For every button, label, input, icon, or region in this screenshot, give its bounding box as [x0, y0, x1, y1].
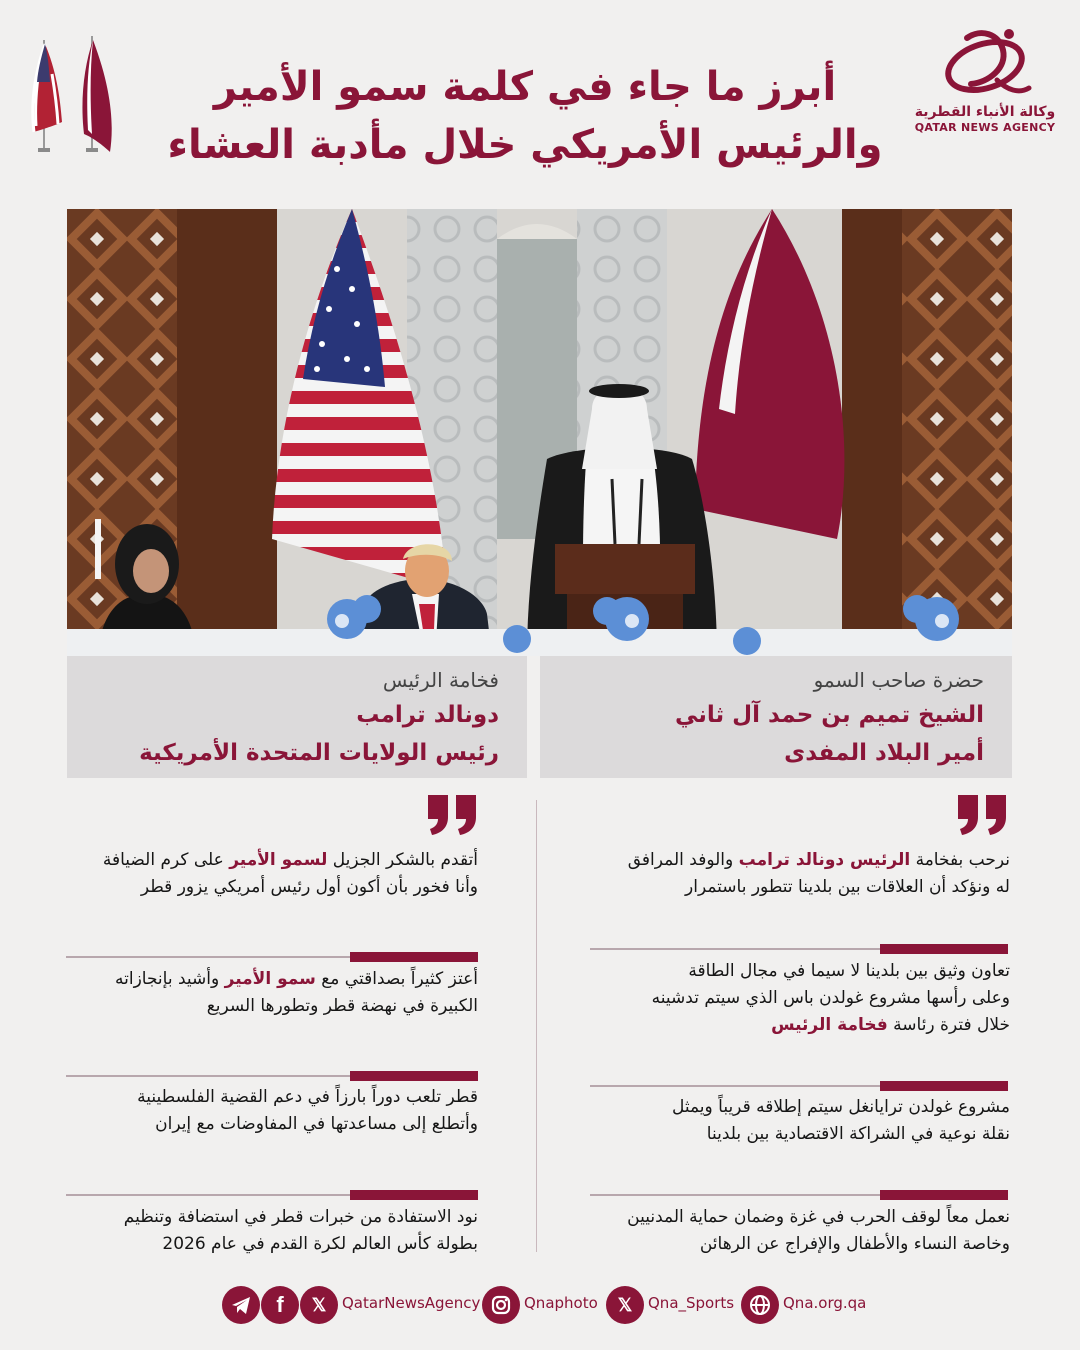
president-quote-2 [64, 966, 478, 1020]
emir-quote-1 [588, 847, 1010, 901]
highlighted-name: فخامة الرئيس [771, 1015, 888, 1035]
emir-name-card [540, 656, 1012, 778]
quote-text: بطولة كأس العالم لكرة القدم في عام 2026 [162, 1234, 478, 1254]
quote-text: وأشيد بإنجازاته [115, 969, 225, 989]
flags-icon [22, 30, 122, 155]
quote-text: أتقدم بالشكر الجزيل [327, 850, 478, 870]
telegram-icon[interactable] [222, 1286, 260, 1324]
quote-mark-icon [954, 795, 1010, 835]
emir-quote-3 [588, 1094, 1010, 1148]
quote-text: والوفد المرافق [627, 850, 739, 870]
emir-quote-4 [588, 1204, 1010, 1258]
emir-name: الشيخ تميم بن حمد آل ثاني [674, 702, 984, 728]
instagram-icon[interactable] [482, 1286, 520, 1324]
logo-arabic-text: وكالة الأنباء القطرية [914, 104, 1056, 120]
separator [590, 1194, 1008, 1196]
separator [590, 1085, 1008, 1087]
title-line-1: أبرز ما جاء في كلمة سمو الأمير [213, 64, 837, 110]
president-quote-3 [64, 1084, 478, 1138]
emir-position: أمير البلاد المفدى [784, 740, 984, 766]
highlighted-name: سمو الأمير [224, 969, 316, 989]
emir-honorific: حضرة صاحب السمو [813, 668, 984, 692]
president-position: رئيس الولايات المتحدة الأمريكية [139, 740, 499, 766]
page-title [160, 58, 890, 174]
president-name: دونالد ترامب [356, 702, 499, 728]
quote-text: وأتطلع إلى مساعدتها في المفاوضات مع إيران [155, 1114, 478, 1134]
quote-text: خلال فترة رئاسة [887, 1015, 1010, 1035]
highlighted-name: الرئيس دونالد ترامب [738, 850, 911, 870]
quote-text: نعمل معاً لوقف الحرب في غزة وضمان حماية المدنيين [627, 1207, 1010, 1227]
quote-text: تعاون وثيق بين بلدينا لا سيما في مجال الطاقة [688, 961, 1010, 981]
x-icon[interactable]: 𝕏 [300, 1286, 338, 1324]
footer-handle-photo[interactable]: Qnaphoto [524, 1294, 598, 1312]
logo-english-text: QATAR NEWS AGENCY [914, 121, 1056, 134]
quote-mark-icon [424, 795, 480, 835]
quote-text: نود الاستفادة من خبرات قطر في استضافة وتنظيم [123, 1207, 478, 1227]
facebook-icon[interactable]: f [261, 1286, 299, 1324]
quote-text: أعتز كثيراً بصداقتي مع [315, 969, 478, 989]
president-name-card [67, 656, 527, 778]
quote-text: نرحب بفخامة [910, 850, 1010, 870]
quote-text: مشروع غولدن ترايانغل سيتم إطلاقه قريباً ويمثل [671, 1097, 1010, 1117]
separator [66, 956, 478, 958]
globe-icon[interactable] [741, 1286, 779, 1324]
quote-text: له ونؤكد أن العلاقات بين بلدينا تتطور باستمرار [685, 877, 1010, 897]
president-quote-4 [64, 1204, 478, 1258]
quote-text: وأنا فخور بأن أكون أول رئيس أمريكي يزور قطر [140, 877, 478, 897]
separator [66, 1194, 478, 1196]
footer-handle-main[interactable]: QatarNewsAgency [342, 1294, 481, 1312]
separator [590, 948, 1008, 950]
quote-text: على كرم الضيافة [102, 850, 230, 870]
column-divider [536, 800, 537, 1252]
emir-quote-2 [588, 958, 1010, 1039]
footer-handle-sports[interactable]: Qna_Sports [648, 1294, 735, 1312]
quote-text: نقلة نوعية في الشراكة الاقتصادية بين بلدينا [706, 1124, 1010, 1144]
separator [66, 1075, 478, 1077]
title-line-2: والرئيس الأمريكي خلال مأدبة العشاء [167, 122, 883, 168]
qna-logo [910, 24, 1060, 154]
quote-text: الكبيرة في نهضة قطر وتطورها السريع [206, 996, 478, 1016]
footer-website[interactable]: Qna.org.qa [783, 1294, 867, 1312]
president-honorific: فخامة الرئيس [382, 668, 499, 692]
quote-text: وخاصة النساء والأطفال والإفراج عن الرهائن [699, 1234, 1010, 1254]
highlighted-name: لسمو الأمير [229, 850, 328, 870]
president-quote-1 [64, 847, 478, 901]
quote-text: قطر تلعب دوراً بارزاً في دعم القضية الفلسطينية [137, 1087, 478, 1107]
qna-logo-icon [937, 24, 1033, 102]
quote-text: وعلى رأسها مشروع غولدن باس الذي سيتم تدشينه [651, 988, 1010, 1008]
x-icon[interactable]: 𝕏 [606, 1286, 644, 1324]
dinner-photo [67, 209, 1012, 656]
